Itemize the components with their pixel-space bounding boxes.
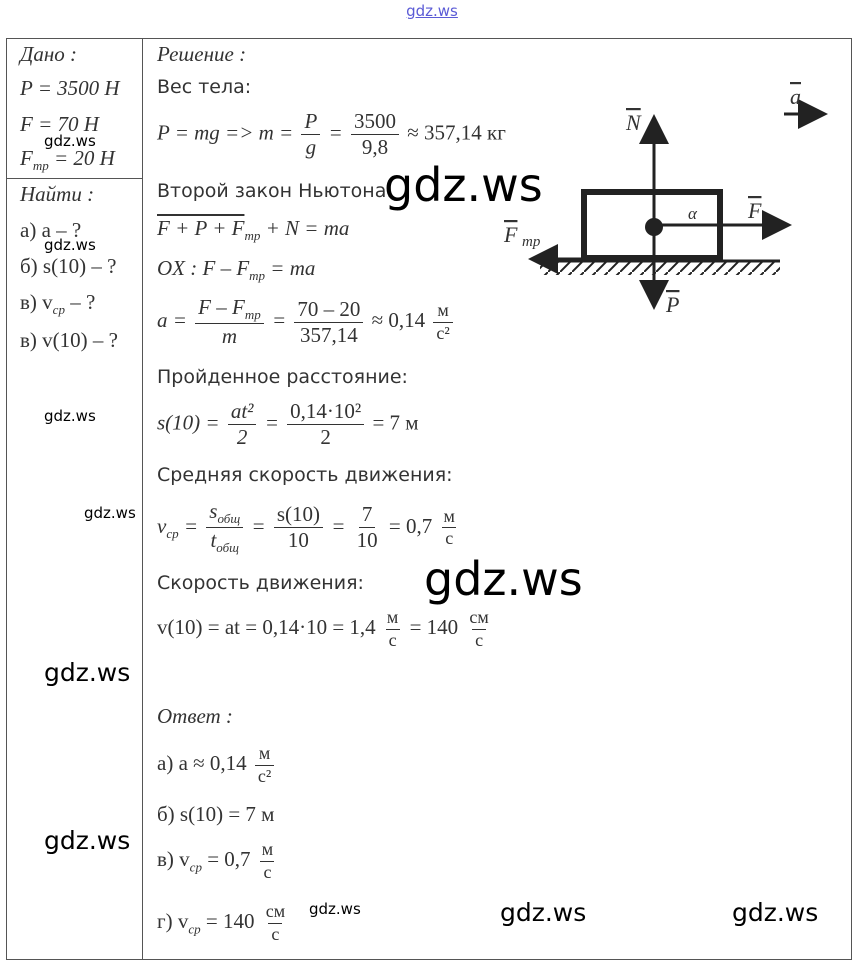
watermark: gdz.ws — [732, 898, 819, 927]
solution-title: Решение : — [157, 42, 247, 66]
avg-speed-heading: Средняя скорость движения: — [157, 464, 453, 486]
watermark: gdz.ws — [44, 826, 131, 855]
answer-b: б) s(10) = 7 м — [157, 802, 275, 826]
given-ftr: $F_{тр} = 20$ Н — [20, 146, 115, 174]
speed-heading: Скорость движения: — [157, 572, 364, 594]
center-of-mass — [645, 218, 663, 236]
distance-heading: Пройденное расстояние: — [157, 366, 408, 388]
given-title: Дано : — [20, 42, 78, 66]
answer-c: в) $v_{ср} = 0,7$ $\frac{м}{с}$ — [157, 839, 274, 882]
weight-formula: P = mg => m = $\frac{P}{g}$ = $\frac{3500}{9,8}$ ≈ 357,14 кг — [157, 109, 506, 160]
find-title: Найти : — [20, 182, 95, 206]
force-diagram — [500, 80, 840, 330]
label-alpha: α — [688, 204, 697, 223]
find-item-v10: в) v(10) – ? — [20, 328, 118, 352]
speed-formula: v(10) = at = 0,14·10 = 1,4 $\frac{м}{с}$ = 140 $\frac{см}{с}$ — [157, 607, 489, 650]
watermark: gdz.ws — [84, 504, 136, 522]
ground-hatch — [540, 261, 780, 275]
label-p: P — [666, 292, 680, 317]
newton-vector-eq: $F + P + F_{тр} + N$ = ma — [157, 216, 350, 244]
find-item-v-avg: в) $v_{ср}$ – ? — [20, 290, 96, 318]
label-ftr-sub: тр — [522, 234, 541, 250]
find-item-a: а) a – ? — [20, 218, 82, 242]
ox-projection: OX : F – $F_{тр}$ = ma — [157, 256, 316, 284]
watermark: gdz.ws — [44, 236, 96, 254]
watermark: gdz.ws — [44, 658, 131, 687]
label-f: F — [748, 198, 762, 223]
watermark: gdz.ws — [424, 552, 583, 606]
answer-title: Ответ : — [157, 704, 233, 728]
watermark: gdz.ws — [44, 407, 96, 425]
watermark: gdz.ws — [384, 158, 543, 212]
column-divider — [142, 38, 143, 960]
watermark: gdz.ws — [309, 900, 361, 918]
label-n: N — [626, 110, 641, 135]
avg-speed-formula: $v_{ср}$ = $\frac{s_{общ}}{t_{общ}}$ = $\frac{s(10)}{10}$ = $\frac{7}{10}$ = 0,7 $\frac{м}{с}$ — [157, 499, 455, 556]
find-item-b: б) s(10) – ? — [20, 254, 117, 278]
acceleration-formula: a = $\frac{F - F_{тр}}{m}$ = $\frac{70 - 20}{357,14}$ ≈ 0,14 $\frac{м}{\text{с²}}$ — [157, 296, 456, 349]
weight-heading: Вес тела: — [157, 76, 252, 98]
given-p: P = 3500 Н — [20, 76, 120, 100]
watermark: gdz.ws — [500, 898, 587, 927]
label-a: a — [790, 84, 801, 109]
given-f: F = 70 Н — [20, 112, 99, 136]
label-ftr: F — [504, 222, 518, 247]
watermark: gdz.ws — [44, 132, 96, 150]
site-header-link[interactable]: gdz.ws — [406, 2, 458, 20]
answer-d: г) $v_{ср} = 140$ $\frac{см}{с}$ — [157, 901, 286, 944]
distance-formula: s(10) = $\frac{\text{at²}}{2}$ = $\frac{\text{0,14·10²}}{2}$ = 7 м — [157, 399, 419, 450]
answer-a: а) a ≈ 0,14 $\frac{м}{\text{с²}}$ — [157, 744, 277, 787]
given-find-divider — [6, 178, 143, 179]
newton-heading: Второй закон Ньютона: — [157, 180, 393, 202]
